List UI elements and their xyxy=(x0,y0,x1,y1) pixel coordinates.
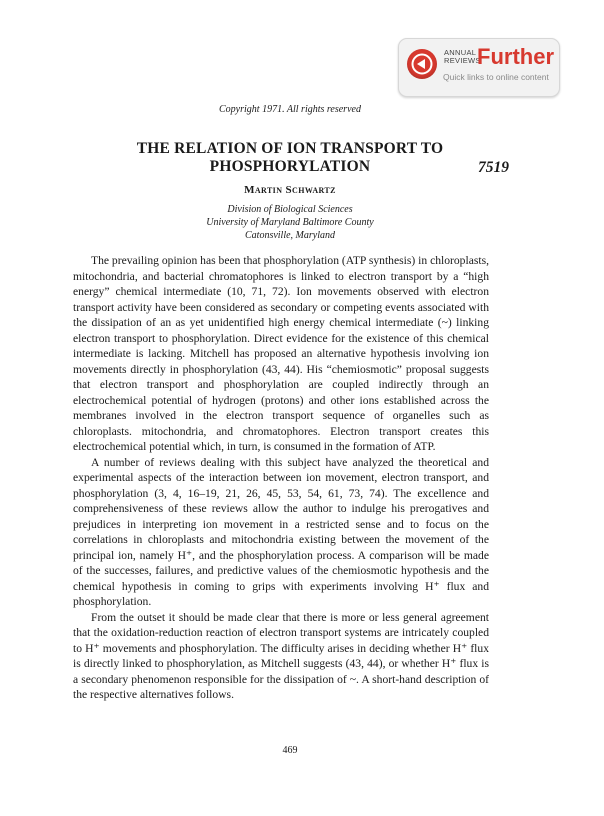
article-body xyxy=(73,253,489,703)
article-title: THE RELATION OF ION TRANSPORT TO PHOSPHORYLATION xyxy=(136,140,444,175)
body-paragraph: A number of reviews dealing with this subject have analyzed the theoretical and experimental aspects of the interaction between ion movement, electron transport, and phosphorylation (3, 4, 16–19, 21, 26, 45, 53, 54, 61, 73, 74). The excellence and comprehensiveness of these reviews allow the author to indulge his prerogatives and prejudices in interpreting ion movement in a restricted sense and to focus on the correlations in chloroplasts and mitochondria existing between the movement of the principal ion, namely H⁺, and the phosphorylation process. A comparison will be made of the successes, failures, and predictive values of the chemiosmotic hypothesis and the chemical hypothesis in coming to grips with experiments involving H⁺ flux and phosphorylation. xyxy=(73,455,489,608)
affiliation-location: Catonsville, Maryland xyxy=(245,230,335,241)
left-arrow-circle-icon[interactable] xyxy=(407,49,437,79)
author-name: Martin Schwartz xyxy=(244,184,336,196)
affiliation-university: University of Maryland Baltimore County xyxy=(206,217,374,228)
affiliation-division: Division of Biological Sciences xyxy=(227,204,353,215)
body-paragraph: From the outset it should be made clear that there is more or less general agreement that the oxidation-reduction reaction of electron transport systems are intricately coupled to H⁺ movements and phosphorylation. The difficulty arises in deciding whether H⁺ flux is directly linked to phosphorylation, as Mitchell suggests (43, 44), or whether H⁺ flux is a secondary phenomenon responsible for the dissipation of ~. A short-hand description of the respective alternatives follows. xyxy=(73,610,489,701)
article-number: 7519 xyxy=(478,159,509,176)
body-paragraph: The prevailing opinion has been that phosphorylation (ATP synthesis) in chloroplasts, mitochondria, and bacterial chromatophores is linked to electron transport by a “high energy” chemical intermediate (10, 71, 72). Ion movements observed with electron transport activity have been considered as secondary or competing events associated with the dissipation of an as yet unidentified high energy chemical intermediate (~) linking electron transport to phosphorylation. Direct evidence for the existence of this chemical intermediate is lacking. Mitchell has proposed an alternative hypothesis involving ion movements directly in phosphorylation (43, 44). His “chemiosmotic” proposal suggests that electron transport and phosphorylation are coupled indirectly through an electrochemical potential of hydrogen (protons) and other ions established across the membranes involved in the electron transport sequence of organelles such as chloroplasts. mitochondria, and chromatophores. Electron transport creates this electrochemical potential which, in turn, is consumed in the formation of ATP. xyxy=(73,254,489,453)
further-label: Further xyxy=(477,44,554,69)
further-subtitle: Quick links to online content xyxy=(443,72,549,82)
copyright-line: Copyright 1971. All rights reserved xyxy=(219,104,361,115)
page-number: 469 xyxy=(282,745,298,756)
further-badge[interactable] xyxy=(398,38,560,97)
annual-reviews-logo-text: ANNUAL REVIEWS xyxy=(444,48,481,65)
